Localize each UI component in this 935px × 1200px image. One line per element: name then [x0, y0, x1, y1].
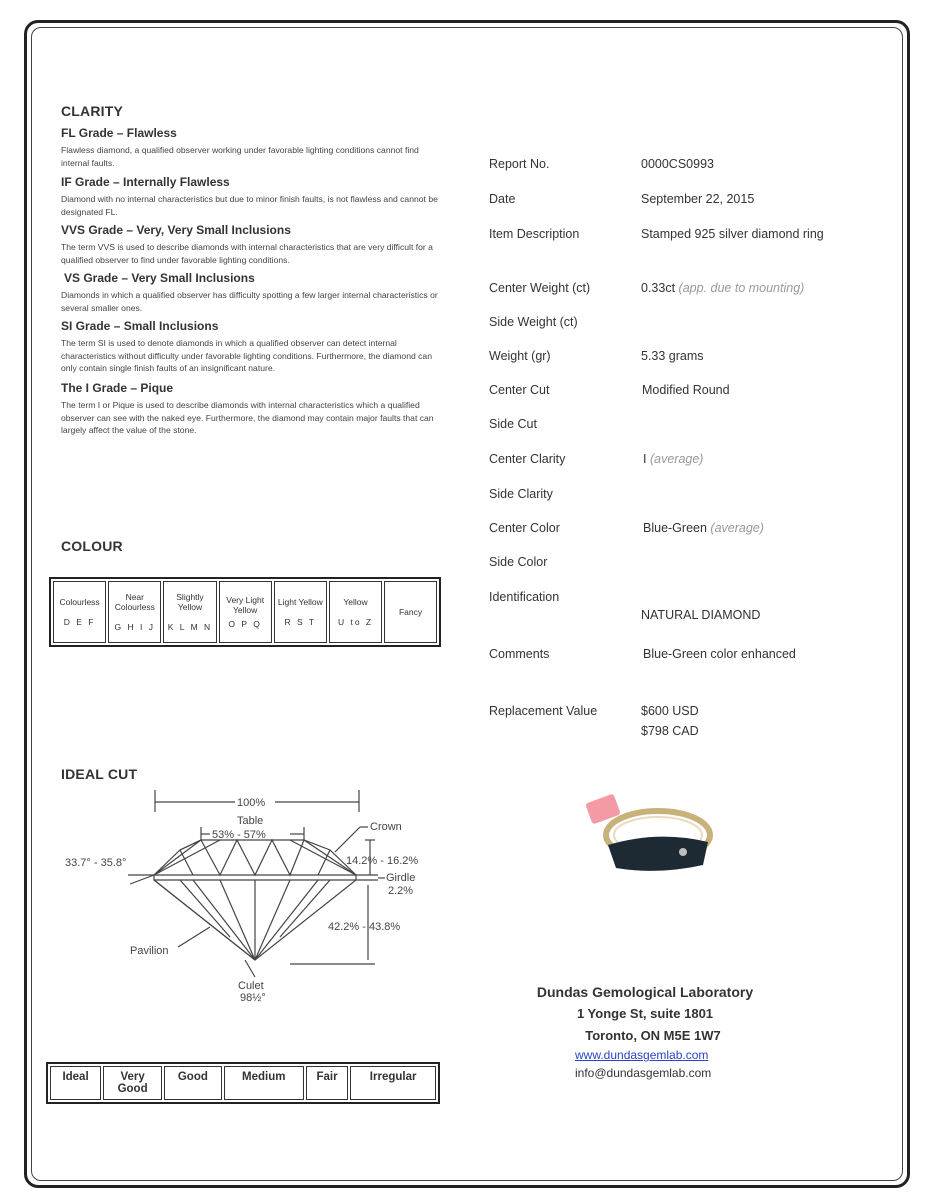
ideal-cut-title: IDEAL CUT [61, 766, 138, 782]
cut-grade-table [46, 1062, 440, 1104]
ideal-cut-diagram [50, 782, 450, 1012]
clarity-grade-vvs-desc: The term VVS is used to describe diamonds with internal characteristics that are very difficult for a qualified observer to find under favorable lighting conditions. [61, 242, 433, 265]
replacement-value-usd: $600 USD [641, 704, 699, 718]
clarity-grade-si-desc: The term SI is used to denote diamonds in which a qualified observer can detect internal characteristics without difficulty under favorable lighting conditions. Furthermore, the diamond can only contain single finish faults of an insignificant nature. [61, 338, 432, 373]
clarity-grade-fl-title: FL Grade – Flawless [61, 126, 177, 140]
crown-angle-label: 33.7° - 35.8° [65, 857, 127, 869]
colour-scale-table [49, 577, 441, 647]
cut-grade-fair: Fair [306, 1066, 348, 1100]
report-no-value: 0000CS0993 [641, 157, 714, 171]
clarity-grade-i-title: The I Grade – Pique [61, 381, 174, 395]
center-weight-label: Center Weight (ct) [489, 281, 591, 295]
center-clarity-value: I (average) [643, 452, 704, 466]
colour-cell-colourless: Colourless D E F [53, 581, 106, 643]
side-color-label: Side Color [489, 555, 548, 569]
colour-cell-near-colourless: Near Colourless G H I J [108, 581, 161, 643]
clarity-title: CLARITY [61, 103, 124, 119]
colour-cell-yellow: Yellow U to Z [329, 581, 382, 643]
side-clarity-label: Side Clarity [489, 487, 553, 501]
colour-title: COLOUR [61, 538, 123, 554]
comments-value: Blue-Green color enhanced [643, 647, 796, 661]
girdle-value-label: 2.2% [388, 885, 414, 897]
center-weight-note: (app. due to mounting) [678, 281, 805, 295]
clarity-grade-if-title: IF Grade – Internally Flawless [61, 175, 230, 189]
report-no-label: Report No. [489, 157, 550, 171]
date-value: September 22, 2015 [641, 192, 755, 206]
ring-photo [578, 790, 728, 890]
pavilion-depth-label: 42.2% - 43.8% [328, 921, 401, 933]
center-color-value: Blue-Green (average) [643, 521, 764, 535]
colour-cell-light-yellow: Light Yellow R S T [274, 581, 327, 643]
clarity-grade-if-desc: Diamond with no internal characteristics but due to minor finish faults, is not flawless and cannot be designated FL. [61, 194, 438, 217]
identification-value: NATURAL DIAMOND [641, 608, 761, 622]
weight-gr-value: 5.33 grams [641, 349, 704, 363]
weight-gr-label: Weight (gr) [489, 349, 551, 363]
colour-cell-fancy: Fancy [384, 581, 437, 643]
table-range-label: 53% - 57% [212, 829, 266, 841]
replacement-value-label: Replacement Value [489, 704, 598, 718]
colour-cell-very-light-yellow: Very Light Yellow O P Q [219, 581, 272, 643]
lab-name: Dundas Gemological Laboratory [536, 984, 754, 1000]
pavilion-label: Pavilion [130, 945, 169, 957]
crown-height-label: 14.2% - 16.2% [346, 855, 419, 867]
girdle-label: Girdle [386, 872, 416, 884]
clarity-grade-vvs-title: VVS Grade – Very, Very Small Inclusions [61, 223, 291, 237]
culet-label: Culet [238, 980, 264, 992]
ring-stones [608, 837, 708, 871]
center-clarity-label: Center Clarity [489, 452, 566, 466]
side-cut-label: Side Cut [489, 417, 537, 431]
clarity-grade-vs-desc: Diamonds in which a qualified observer has difficulty spotting a few larger internal characteristics or several smaller ones. [61, 290, 438, 313]
clarity-grade-i-desc: The term I or Pique is used to describe diamonds with internal characteristics which a qualified observer can see with the naked eye. Furthermore, the diamond may contain major faults that can largely affect the value of the stone. [61, 400, 434, 435]
center-color-note: (average) [710, 521, 764, 535]
identification-label: Identification [489, 590, 560, 604]
lab-address-2: Toronto, ON M5E 1W7 [585, 1028, 721, 1043]
cut-grade-medium: Medium [224, 1066, 304, 1100]
item-description-label: Item Description [489, 227, 580, 241]
clarity-grade-si-title: SI Grade – Small Inclusions [61, 319, 219, 333]
crown-label: Crown [370, 821, 402, 833]
table-label: Table [237, 815, 264, 827]
cut-grade-good: Good [164, 1066, 222, 1100]
width-pct-label: 100% [237, 797, 266, 809]
cut-grade-irregular: Irregular [350, 1066, 436, 1100]
item-description-value: Stamped 925 silver diamond ring [641, 227, 824, 241]
lab-address-1: 1 Yonge St, suite 1801 [576, 1006, 714, 1021]
lab-website-link[interactable]: www.dundasgemlab.com [575, 1048, 709, 1062]
center-clarity-note: (average) [649, 452, 704, 466]
center-weight-value: 0.33ct (app. due to mounting) [641, 281, 805, 295]
replacement-value-cad: $798 CAD [641, 724, 699, 738]
colour-cell-slightly-yellow: Slightly Yellow K L M N [163, 581, 216, 643]
culet-angle-label: 98½° [240, 992, 266, 1004]
comments-label: Comments [489, 647, 550, 661]
date-label: Date [489, 192, 516, 206]
lab-email: info@dundasgemlab.com [575, 1066, 712, 1080]
cut-grade-very-good: Very Good [103, 1066, 162, 1100]
cut-grade-ideal: Ideal [50, 1066, 101, 1100]
center-color-label: Center Color [489, 521, 560, 535]
side-weight-label: Side Weight (ct) [489, 315, 578, 329]
center-cut-label: Center Cut [489, 383, 550, 397]
center-cut-value: Modified Round [642, 383, 730, 397]
clarity-grade-vs-title: VS Grade – Very Small Inclusions [64, 271, 255, 285]
clarity-grade-fl-desc: Flawless diamond, a qualified observer working under favorable lighting conditions cannot find internal faults. [61, 145, 419, 168]
